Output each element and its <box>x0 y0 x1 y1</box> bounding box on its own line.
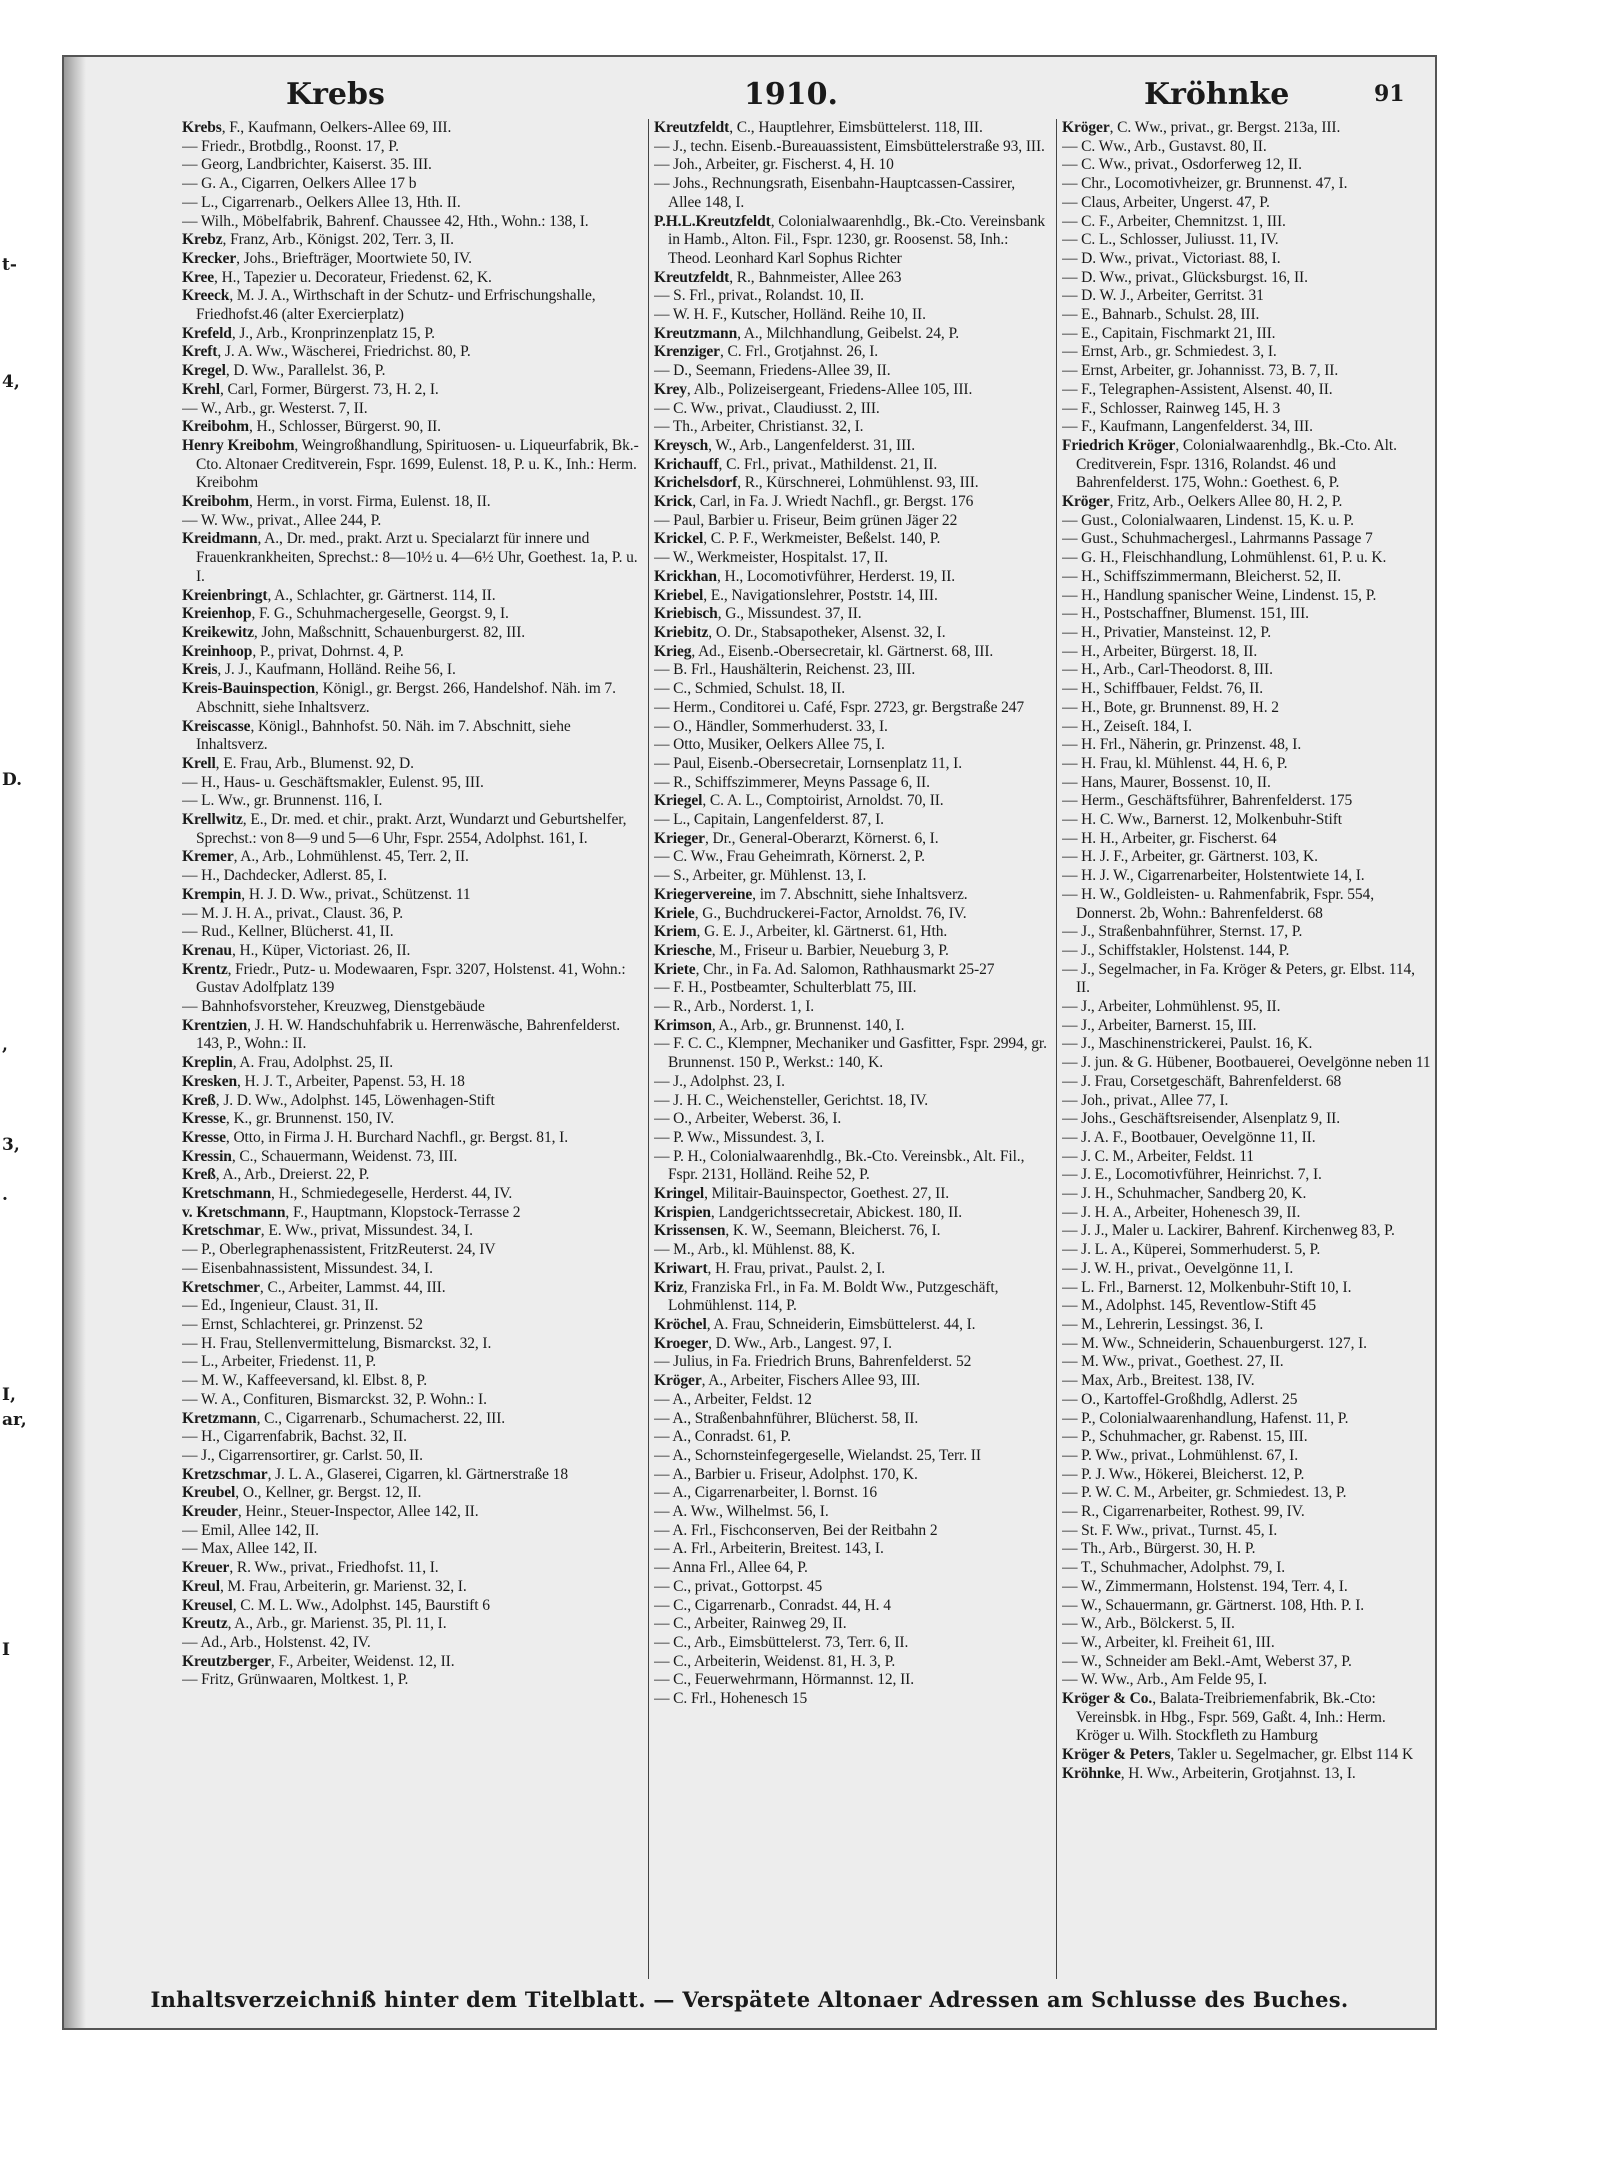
directory-entry: — J. H., Schuhmacher, Sandberg 20, K. <box>1062 1185 1307 1203</box>
directory-entry: — O., Händler, Sommerhuderst. 33, I. <box>654 717 888 735</box>
directory-entry: — C., Arbeiterin, Weidenst. 81, H. 3, P. <box>654 1652 896 1670</box>
directory-entry: — J. H. A., Arbeiter, Hohenesch 39, II. <box>1062 1203 1301 1221</box>
directory-entry: — C. Ww., Arb., Gustavst. 80, II. <box>1062 137 1267 155</box>
directory-entry: Krispien, Landgerichtssecretair, Abickest. 180, II. <box>654 1203 963 1221</box>
directory-entry: — A., Schornsteinfegergeselle, Wielandst. 25, Terr. II <box>654 1446 981 1464</box>
column-2 <box>654 119 1051 1979</box>
binding-shadow <box>64 57 86 2028</box>
directory-entry: — Ad., Arb., Holstenst. 42, IV. <box>182 1633 371 1651</box>
directory-entry: — P. H., Colonialwaarenhdlg., Bk.-Cto. Vereinsbk., Alt. Fil., Fspr. 2131, Holländ. Reihe 52, P. <box>654 1147 1025 1184</box>
directory-entry: — Eisenbahnassistent, Missundest. 34, I. <box>182 1259 433 1277</box>
directory-entry: — C., Arbeiter, Rainweg 29, II. <box>654 1615 847 1633</box>
directory-entry: — C. Ww., privat., Osdorferweg 12, II. <box>1062 156 1302 174</box>
directory-entry: — O., Arbeiter, Weberst. 36, I. <box>654 1110 842 1128</box>
directory-entry: — J., Arbeiter, Lohmühlenst. 95, II. <box>1062 998 1281 1016</box>
directory-entry: Kretzmann, C., Cigarrenarb., Schumacherst. 22, III. <box>182 1409 506 1427</box>
directory-entry: Krickel, C. P. F., Werkmeister, Beßelst. 140, P. <box>654 530 941 548</box>
directory-entry: Kreiscasse, Königl., Bahnhofst. 50. Näh. im 7. Abschnitt, siehe Inhaltsverz. <box>182 717 571 754</box>
directory-entry: — A., Cigarrenarbeiter, l. Bornst. 16 <box>654 1484 877 1502</box>
directory-entry: — M. Ww., Schneiderin, Schauenburgerst. 127, I. <box>1062 1334 1367 1352</box>
directory-entry: — J., Adolphst. 23, I. <box>654 1072 785 1090</box>
directory-entry: Kreibohm, H., Schlosser, Bürgerst. 90, II. <box>182 418 441 436</box>
margin-fragment: I <box>2 1640 10 1660</box>
directory-entry: Krell, E. Frau, Arb., Blumenst. 92, D. <box>182 754 414 772</box>
directory-entry: — Julius, in Fa. Friedrich Bruns, Bahrenfelderst. 52 <box>654 1353 972 1371</box>
directory-entry: Kreplin, A. Frau, Adolphst. 25, II. <box>182 1054 394 1072</box>
directory-entry: — St. F. Ww., privat., Turnst. 45, I. <box>1062 1521 1278 1539</box>
directory-entry: Krick, Carl, in Fa. J. Wriedt Nachfl., gr. Bergst. 176 <box>654 493 974 511</box>
directory-entry: Kreienbringt, A., Schlachter, gr. Gärtnerst. 114, II. <box>182 586 496 604</box>
directory-entry: Krefeld, J., Arb., Kronprinzenplatz 15, P. <box>182 324 435 342</box>
directory-entry: — Herm., Conditorei u. Café, Fspr. 2723, gr. Bergstraße 247 <box>654 698 1025 716</box>
directory-entry: — J., Cigarrensortirer, gr. Carlst. 50, II. <box>182 1446 423 1464</box>
directory-entry: Kreusel, C. M. L. Ww., Adolphst. 145, Baurstift 6 <box>182 1596 490 1614</box>
directory-entry: — Joh., Arbeiter, gr. Fischerst. 4, H. 10 <box>654 156 894 174</box>
directory-entry: Krickhan, H., Locomotivführer, Herderst. 19, II. <box>654 567 956 585</box>
margin-fragment: D. <box>2 770 23 790</box>
page-number: 91 <box>1374 81 1405 107</box>
directory-entry: — W., Arb., Bölckerst. 5, II. <box>1062 1615 1235 1633</box>
column-divider <box>648 119 649 1979</box>
directory-entry: — H. J. F., Arbeiter, gr. Gärtnerst. 103, K. <box>1062 848 1318 866</box>
directory-entry: — D., Seemann, Friedens-Allee 39, II. <box>654 362 891 380</box>
directory-entry: — P. Ww., privat., Lohmühlenst. 67, I. <box>1062 1446 1299 1464</box>
directory-entry: — W., Werkmeister, Hospitalst. 17, II. <box>654 549 888 567</box>
directory-entry: Kroeger, D. Ww., Arb., Langest. 97, I. <box>654 1334 892 1352</box>
directory-entry: Kriete, Chr., in Fa. Ad. Salomon, Rathhausmarkt 25-27 <box>654 960 995 978</box>
directory-entry: — A. Frl., Fischconserven, Bei der Reitbahn 2 <box>654 1521 938 1539</box>
directory-entry: — C., Arb., Eimsbüttelerst. 73, Terr. 6, II. <box>654 1633 909 1651</box>
directory-entry: Kreysch, W., Arb., Langenfelderst. 31, III. <box>654 436 916 454</box>
directory-entry: — Otto, Musiker, Oelkers Allee 75, I. <box>654 736 885 754</box>
directory-entry: — D. W. J., Arbeiter, Gerritst. 31 <box>1062 287 1264 305</box>
directory-entry: — Ed., Ingenieur, Claust. 31, II. <box>182 1297 379 1315</box>
directory-entry: — M. J. H. A., privat., Claust. 36, P. <box>182 904 403 922</box>
directory-entry: Krecker, Johs., Briefträger, Moortwiete 50, IV. <box>182 249 472 267</box>
directory-entry: — E., Capitain, Fischmarkt 21, III. <box>1062 324 1276 342</box>
directory-entry: Kreibohm, Herm., in vorst. Firma, Eulenst. 18, II. <box>182 493 491 511</box>
directory-entry: — Paul, Barbier u. Friseur, Beim grünen Jäger 22 <box>654 511 958 529</box>
directory-entry: — W. A., Confituren, Bismarckst. 32, P. Wohn.: I. <box>182 1390 487 1408</box>
directory-entry: — J., Arbeiter, Barnerst. 15, III. <box>1062 1016 1257 1034</box>
directory-entry: — Emil, Allee 142, II. <box>182 1521 319 1539</box>
directory-entry: — Max, Arb., Breitest. 138, IV. <box>1062 1372 1255 1390</box>
directory-entry: — J. J., Maler u. Lackirer, Bahrenf. Kirchenweg 83, P. <box>1062 1222 1395 1240</box>
directory-entry: Krenau, H., Küper, Victoriast. 26, II. <box>182 941 411 959</box>
directory-entry: — Herm., Geschäftsführer, Bahrenfelderst. 175 <box>1062 792 1353 810</box>
directory-entry: P.H.L.Kreutzfeldt, Colonialwaarenhdlg., Bk.-Cto. Vereinsbank in Hamb., Alton. Fil., Fspr. 1230, gr. Roosenst. 58, Inh.: Theod. Leonhard Karl Sophus Richter <box>654 212 1046 267</box>
directory-entry: Krebz, Franz, Arb., Königst. 202, Terr. 3, II. <box>182 231 454 249</box>
directory-entry: — W., Schauermann, gr. Gärtnerst. 108, Hth. P. I. <box>1062 1596 1365 1614</box>
directory-entry: — B. Frl., Haushälterin, Reichenst. 23, III. <box>654 661 916 679</box>
directory-entry: Krentzien, J. H. W. Handschuhfabrik u. Herrenwäsche, Bahrenfelderst. 143, P., Wohn.: II. <box>182 1016 620 1053</box>
margin-fragment: ar, <box>2 1410 27 1430</box>
directory-entry: Kreft, J. A. Ww., Wäscherei, Friedrichst. 80, P. <box>182 343 471 361</box>
directory-entry: Kröhnke, H. Ww., Arbeiterin, Grotjahnst. 13, I. <box>1062 1764 1356 1782</box>
directory-entry: — P., Colonialwaarenhandlung, Hafenst. 11, P. <box>1062 1409 1349 1427</box>
directory-entry: — H. Frl., Näherin, gr. Prinzenst. 48, I. <box>1062 736 1302 754</box>
header-right-keyword: Kröhnke <box>1144 77 1290 112</box>
directory-entry: — P. Ww., Missundest. 3, I. <box>654 1128 825 1146</box>
margin-fragment: 4, <box>2 372 20 392</box>
directory-entry: — L., Arbeiter, Friedenst. 11, P. <box>182 1353 376 1371</box>
directory-entry: — A., Arbeiter, Feldst. 12 <box>654 1390 812 1408</box>
margin-fragment: t- <box>2 255 17 275</box>
directory-entry: — L. Ww., gr. Brunnenst. 116, I. <box>182 792 383 810</box>
directory-entry: — H., Arbeiter, Bürgerst. 18, II. <box>1062 642 1258 660</box>
directory-entry: — M. Ww., privat., Goethest. 27, II. <box>1062 1353 1284 1371</box>
directory-entry: — C., Schmied, Schulst. 18, II. <box>654 680 846 698</box>
directory-entry: Kriebisch, G., Missundest. 37, II. <box>654 605 862 623</box>
directory-entry: Krempin, H. J. D. Ww., privat., Schützenst. 11 <box>182 885 471 903</box>
directory-entry: Kremer, A., Arb., Lohmühlenst. 45, Terr. 2, II. <box>182 848 469 866</box>
directory-entry: Kriegel, C. A. L., Comptoirist, Arnoldst. 70, II. <box>654 792 944 810</box>
directory-entry: — Paul, Eisenb.-Obersecretair, Lornsenplatz 11, I. <box>654 754 963 772</box>
directory-entry: Kröger & Co., Balata-Treibriemenfabrik, Bk.-Cto: Vereinsbk. in Hbg., Fspr. 569, Gaßt. 4, Inh.: Herm. Kröger u. Wilh. Stockfleth zu Hamburg <box>1062 1690 1386 1745</box>
directory-entry: Kreinhoop, P., privat, Dohrnst. 4, P. <box>182 642 404 660</box>
column-3 <box>1062 119 1432 1979</box>
directory-entry: Kretschmar, E. Ww., privat, Missundest. 34, I. <box>182 1222 473 1240</box>
directory-entry: Kreutz, A., Arb., gr. Marienst. 35, Pl. 11, I. <box>182 1615 447 1633</box>
directory-entry: — Max, Allee 142, II. <box>182 1540 318 1558</box>
directory-entry: — J. Frau, Corsetgeschäft, Bahrenfelderst. 68 <box>1062 1072 1342 1090</box>
directory-entry: — J., techn. Eisenb.-Bureauassistent, Eimsbüttelerstraße 93, III. <box>654 137 1045 155</box>
directory-entry: — Friedr., Brotbdlg., Roonst. 17, P. <box>182 137 399 155</box>
directory-entry: — Hans, Maurer, Bossenst. 10, II. <box>1062 773 1271 791</box>
directory-entry: — P. J. Ww., Hökerei, Bleicherst. 12, P. <box>1062 1465 1305 1483</box>
directory-entry: — C. F., Arbeiter, Chemnitzst. 1, III. <box>1062 212 1286 230</box>
directory-entry: Kriem, G. E. J., Arbeiter, kl. Gärtnerst. 61, Hth. <box>654 923 948 941</box>
directory-entry: — Ernst, Arb., gr. Schmiedest. 3, I. <box>1062 343 1277 361</box>
directory-entry: — D. Ww., privat., Victoriast. 88, I. <box>1062 249 1281 267</box>
directory-entry: — M., Lehrerin, Lessingst. 36, I. <box>1062 1316 1264 1333</box>
directory-entry: — J., Maschinenstrickerei, Paulst. 16, K. <box>1062 1035 1313 1053</box>
directory-entry: Krissensen, K. W., Seemann, Bleicherst. 76, I. <box>654 1222 941 1240</box>
directory-entry: Kretschmann, H., Schmiedegeselle, Herderst. 44, IV. <box>182 1185 513 1203</box>
directory-entry: Kreidmann, A., Dr. med., prakt. Arzt u. Specialarzt für innere und Frauenkrankheiten, Sprechst.: 8—10½ u. 4—6½ Uhr, Goethest. 1a, P. u. I. <box>182 530 638 585</box>
previous-page-fragments <box>0 0 62 2177</box>
directory-entry: — H., Schiffszimmermann, Bleicherst. 52, II. <box>1062 567 1341 585</box>
directory-entry: Krebs, F., Kaufmann, Oelkers-Allee 69, III. <box>182 119 452 136</box>
directory-entry: — C. Frl., Hohenesch 15 <box>654 1690 808 1708</box>
directory-entry: — J. C. M., Arbeiter, Feldst. 11 <box>1062 1147 1254 1165</box>
directory-entry: — G. H., Fleischhandlung, Lohmühlenst. 61, P. u. K. <box>1062 549 1387 567</box>
directory-entry: — R., Schiffszimmerer, Meyns Passage 6, II. <box>654 773 930 791</box>
directory-entry: — H. W., Goldleisten- u. Rahmenfabrik, Fspr. 554, Donnerst. 2b, Wohn.: Bahrenfelderst. 68 <box>1062 885 1374 922</box>
directory-entry: — H. J. W., Cigarrenarbeiter, Holstentwiete 14, I. <box>1062 867 1365 885</box>
directory-entry: — A. Frl., Arbeiterin, Breitest. 143, I. <box>654 1540 884 1558</box>
directory-entry: Krimson, A., Arb., gr. Brunnenst. 140, I. <box>654 1016 905 1034</box>
directory-entry: — H., Privatier, Mansteinst. 12, P. <box>1062 623 1271 641</box>
directory-entry: — H., Bote, gr. Brunnenst. 89, H. 2 <box>1062 698 1279 716</box>
directory-entry: Kreis-Bauinspection, Königl., gr. Bergst. 266, Handelshof. Näh. im 7. Abschnitt, siehe Inhaltsverz. <box>182 680 616 716</box>
directory-entry: — H., Zeiseſt. 184, I. <box>1062 717 1192 735</box>
directory-entry: — M., Adolphst. 145, Reventlow-Stift 45 <box>1062 1297 1317 1315</box>
directory-entry: Krieger, Dr., General-Oberarzt, Körnerst. 6, I. <box>654 829 939 847</box>
directory-entry: Kregel, D. Ww., Parallelst. 36, P. <box>182 362 386 380</box>
directory-entry: Krey, Alb., Polizeisergeant, Friedens-Allee 105, III. <box>654 380 973 398</box>
directory-entry: — J., Straßenbahnführer, Sternst. 17, P. <box>1062 923 1303 941</box>
directory-entry: — J. E., Locomotivführer, Heinrichst. 7, I. <box>1062 1166 1322 1184</box>
directory-entry: — L., Cigarrenarb., Oelkers Allee 13, Hth. II. <box>182 193 461 211</box>
directory-entry: — H., Arb., Carl-Theodorst. 8, III. <box>1062 661 1273 679</box>
directory-entry: — F., Kaufmann, Langenfelderst. 34, III. <box>1062 418 1313 436</box>
directory-entry: Kree, H., Tapezier u. Decorateur, Friedenst. 62, K. <box>182 268 492 286</box>
margin-fragment: 3, <box>2 1135 20 1155</box>
directory-entry: — C., Feuerwehrmann, Hörmannst. 12, II. <box>654 1671 914 1689</box>
directory-entry: — S. Frl., privat., Rolandst. 10, II. <box>654 287 864 305</box>
directory-entry: Kreß, J. D. Ww., Adolphst. 145, Löwenhagen-Stift <box>182 1091 495 1109</box>
directory-entry: — Ernst, Schlachterei, gr. Prinzenst. 52 <box>182 1316 423 1333</box>
directory-entry: — Fritz, Grünwaaren, Moltkest. 1, P. <box>182 1671 409 1689</box>
directory-entry: Friedrich Kröger, Colonialwaarenhdlg., Bk.-Cto. Alt. Creditverein, Fspr. 1316, Rolandst. 46 und Bahrenfelderst. 175, Wohn.: Goethest. 6, P. <box>1062 436 1397 492</box>
directory-entry: — P., Oberlegraphenassistent, FritzReuterst. 24, IV <box>182 1241 496 1259</box>
directory-entry: Kriwart, H. Frau, privat., Paulst. 2, I. <box>654 1259 886 1277</box>
directory-entry: — Wilh., Möbelfabrik, Bahrenf. Chaussee 42, Hth., Wohn.: 138, I. <box>182 212 589 230</box>
directory-entry: — W. Ww., Arb., Am Felde 95, I. <box>1062 1671 1267 1689</box>
directory-entry: Kröger, A., Arbeiter, Fischers Allee 93, III. <box>654 1372 921 1390</box>
directory-entry: — A. Ww., Wilhelmst. 56, I. <box>654 1503 829 1521</box>
directory-entry: — H., Schiffbauer, Feldst. 76, II. <box>1062 680 1264 698</box>
directory-entry: Kreubel, O., Kellner, gr. Bergst. 12, II. <box>182 1484 422 1502</box>
directory-entry: — H., Haus- u. Geschäftsmakler, Eulenst. 95, III. <box>182 773 484 791</box>
directory-entry: — S., Arbeiter, gr. Mühlenst. 13, I. <box>654 867 867 885</box>
directory-entry: Krieg, Ad., Eisenb.-Obersecretair, kl. Gärtnerst. 68, III. <box>654 642 994 660</box>
directory-entry: — T., Schuhmacher, Adolphst. 79, I. <box>1062 1559 1286 1577</box>
directory-entry: — W., Zimmermann, Holstenst. 194, Terr. 4, I. <box>1062 1577 1348 1595</box>
directory-entry: — H. Frau, kl. Mühlenst. 44, H. 6, P. <box>1062 754 1288 772</box>
page-footer: Inhaltsverzeichniß hinter dem Titelblatt. — Verspätete Altonaer Adressen am Schlusse des Buches. <box>150 1987 1349 2012</box>
directory-entry: — A., Conradst. 61, P. <box>654 1428 791 1446</box>
directory-entry: Krichelsdorf, R., Kürschnerei, Lohmühlenst. 93, III. <box>654 474 979 492</box>
directory-entry: — J., Schiffstakler, Holstenst. 144, P. <box>1062 941 1290 959</box>
directory-entry: — Joh., privat., Allee 77, I. <box>1062 1091 1229 1109</box>
directory-entry: — P. W. C. M., Arbeiter, gr. Schmiedest. 13, P. <box>1062 1484 1347 1502</box>
directory-entry: — O., Kartoffel-Großhdlg, Adlerst. 25 <box>1062 1390 1298 1408</box>
directory-entry: Kretzschmar, J. L. A., Glaserei, Cigarren, kl. Gärtnerstraße 18 <box>182 1465 568 1483</box>
directory-entry: Krellwitz, E., Dr. med. et chir., prakt. Arzt, Wundarzt und Geburtshelfer, Sprechst.: von 8—9 und 5—6 Uhr, Fspr. 2554, Adolphst. 161, I. <box>182 811 627 847</box>
header-year: 1910. <box>744 77 838 112</box>
directory-entry: — C. Ww., Frau Geheimrath, Körnerst. 2, P. <box>654 848 925 866</box>
directory-entry: — L., Capitain, Langenfelderst. 87, I. <box>654 811 884 829</box>
margin-fragment: , <box>2 1035 8 1055</box>
directory-entry: — Anna Frl., Allee 64, P. <box>654 1559 808 1577</box>
directory-entry: — Rud., Kellner, Blücherst. 41, II. <box>182 923 394 941</box>
directory-entry: Kretschmer, C., Arbeiter, Lammst. 44, III. <box>182 1278 446 1296</box>
directory-entry: — C. Ww., privat., Claudiusst. 2, III. <box>654 399 880 417</box>
directory-entry: Krentz, Friedr., Putz- u. Modewaaren, Fspr. 3207, Holstenst. 41, Wohn.: Gustav Adolfplatz 139 <box>182 960 626 997</box>
directory-entry: — W., Arb., gr. Westerst. 7, II. <box>182 399 368 417</box>
directory-entry: — W. H. F., Kutscher, Holländ. Reihe 10, II. <box>654 306 926 324</box>
directory-entry: — W., Arbeiter, kl. Freiheit 61, III. <box>1062 1633 1275 1651</box>
directory-entry: Kreis, J. J., Kaufmann, Holländ. Reihe 56, I. <box>182 661 456 679</box>
column-divider <box>1056 119 1057 1979</box>
directory-entry: Kresse, K., gr. Brunnenst. 150, IV. <box>182 1110 395 1128</box>
directory-entry: — M., Arb., kl. Mühlenst. 88, K. <box>654 1241 855 1259</box>
directory-page <box>62 55 1437 2030</box>
directory-entry: — H., Cigarrenfabrik, Bachst. 32, II. <box>182 1428 407 1446</box>
directory-entry: Kriz, Franziska Frl., in Fa. M. Boldt Ww., Putzgeschäft, Lohmühlenst. 114, P. <box>654 1278 999 1315</box>
directory-entry: Kreeck, M. J. A., Wirthschaft in der Schutz- und Erfrischungshalle, Friedhofst.46 (alter Exercierplatz) <box>182 287 596 324</box>
directory-entry: Kreuder, Heinr., Steuer-Inspector, Allee 142, II. <box>182 1503 479 1521</box>
directory-entry: — F. C. C., Klempner, Mechaniker und Gasfitter, Fspr. 2994, gr. Brunnenst. 150 P., Werkst.: 140, K. <box>654 1035 1047 1072</box>
directory-entry: Kröger & Peters, Takler u. Segelmacher, gr. Elbst 114 K <box>1062 1746 1414 1764</box>
directory-entry: Kringel, Militair-Bauinspector, Goethest. 27, II. <box>654 1185 950 1203</box>
directory-entry: — H. C. Ww., Barnerst. 12, Molkenbuhr-Stift <box>1062 811 1342 829</box>
directory-entry: Kreß, A., Arb., Dreierst. 22, P. <box>182 1166 370 1184</box>
directory-entry: — J. A. F., Bootbauer, Oevelgönne 11, II. <box>1062 1128 1316 1146</box>
directory-entry: — Georg, Landbrichter, Kaiserst. 35. III. <box>182 156 432 174</box>
directory-entry: Kreutzberger, F., Arbeiter, Weidenst. 12, II. <box>182 1652 455 1670</box>
directory-entry: Krichauff, C. Frl., privat., Mathildenst. 21, II. <box>654 455 938 473</box>
directory-entry: Kriele, G., Buchdruckerei-Factor, Arnoldst. 76, IV. <box>654 904 967 922</box>
directory-entry: — F. H., Postbeamter, Schulterblatt 75, III. <box>654 979 917 997</box>
directory-entry: Krehl, Carl, Former, Bürgerst. 73, H. 2, I. <box>182 380 439 398</box>
directory-entry: Kriebel, E., Navigationslehrer, Poststr. 14, III. <box>654 586 938 604</box>
directory-entry: — H. Frau, Stellenvermittelung, Bismarckst. 32, I. <box>182 1334 492 1352</box>
directory-entry: — J., Segelmacher, in Fa. Kröger & Peters, gr. Elbst. 114, II. <box>1062 960 1415 997</box>
directory-entry: Kreienhop, F. G., Schuhmachergeselle, Georgst. 9, I. <box>182 605 509 623</box>
directory-entry: — W., Schneider am Bekl.-Amt, Weberst 37, P. <box>1062 1652 1352 1670</box>
directory-entry: — F., Schlosser, Rainweg 145, H. 3 <box>1062 399 1281 417</box>
directory-entry: — H. H., Arbeiter, gr. Fischerst. 64 <box>1062 829 1277 847</box>
running-header <box>64 77 1435 117</box>
directory-entry: Kriebitz, O. Dr., Stabsapotheker, Alsenst. 32, I. <box>654 623 946 641</box>
directory-entry: — E., Bahnarb., Schulst. 28, III. <box>1062 306 1260 324</box>
header-left-keyword: Krebs <box>286 77 385 112</box>
column-1 <box>182 119 642 1979</box>
directory-entry: Kreutzmann, A., Milchhandlung, Geibelst. 24, P. <box>654 324 960 342</box>
directory-entry: Kresken, H. J. T., Arbeiter, Papenst. 53, H. 18 <box>182 1072 465 1090</box>
directory-entry: Krenziger, C. Frl., Grotjahnst. 26, I. <box>654 343 879 361</box>
directory-entry: — C., privat., Gottorpst. 45 <box>654 1577 823 1595</box>
directory-entry: — H., Postschaffner, Blumenst. 151, III. <box>1062 605 1309 623</box>
directory-entry: — Johs., Rechnungsrath, Eisenbahn-Hauptcassen-Cassirer, Allee 148, I. <box>654 175 1016 211</box>
directory-entry: — Ernst, Arbeiter, gr. Johannisst. 73, B. 7, II. <box>1062 362 1339 380</box>
directory-entry: Kreikewitz, John, Maßschnitt, Schauenburgerst. 82, III. <box>182 623 526 641</box>
directory-entry: — Claus, Arbeiter, Ungerst. 47, P. <box>1062 193 1270 211</box>
directory-entry: — C., Cigarrenarb., Conradst. 44, H. 4 <box>654 1596 891 1614</box>
directory-entry: — R., Cigarrenarbeiter, Rothest. 99, IV. <box>1062 1503 1305 1521</box>
margin-fragment: I, <box>2 1385 16 1405</box>
directory-entry: — J. W. H., privat., Oevelgönne 11, I. <box>1062 1259 1294 1277</box>
directory-entry: — C. L., Schlosser, Juliusst. 11, IV. <box>1062 231 1279 249</box>
directory-entry: — Th., Arbeiter, Christianst. 32, I. <box>654 418 864 436</box>
directory-entry: — J. L. A., Küperei, Sommerhuderst. 5, P. <box>1062 1241 1321 1259</box>
directory-entry: — R., Arb., Norderst. 1, I. <box>654 998 815 1016</box>
directory-entry: — H., Handlung spanischer Weine, Lindenst. 15, P. <box>1062 586 1377 604</box>
directory-entry: Kresse, Otto, in Firma J. H. Burchard Nachfl., gr. Bergst. 81, I. <box>182 1128 568 1146</box>
directory-entry: — J. jun. & G. Hübener, Bootbauerei, Oevelgönne neben 11 <box>1062 1054 1431 1072</box>
directory-entry: Kressin, C., Schauermann, Weidenst. 73, III. <box>182 1147 458 1165</box>
directory-entry: Henry Kreibohm, Weingroßhandlung, Spirituosen- u. Liqueurfabrik, Bk.-Cto. Altonaer Creditverein, Fspr. 1699, Eulenst. 18, P. u. K., Inh.: Herm. Kreibohm <box>182 436 639 492</box>
directory-entry: — J. H. C., Weichensteller, Gerichtst. 18, IV. <box>654 1091 929 1109</box>
directory-entry: — Johs., Geschäftsreisender, Alsenplatz 9, II. <box>1062 1110 1341 1128</box>
directory-entry: — P., Schuhmacher, gr. Rabenst. 15, III. <box>1062 1428 1308 1446</box>
directory-entry: Kreutzfeldt, R., Bahnmeister, Allee 263 <box>654 268 902 286</box>
directory-entry: Kreutzfeldt, C., Hauptlehrer, Eimsbüttelerst. 118, III. <box>654 119 983 136</box>
directory-entry: — Gust., Colonialwaaren, Lindenst. 15, K. u. P. <box>1062 511 1354 529</box>
directory-entry: — Bahnhofsvorsteher, Kreuzweg, Dienstgebäude <box>182 998 485 1016</box>
directory-entry: — M. W., Kaffeeversand, kl. Elbst. 8, P. <box>182 1372 427 1390</box>
directory-entry: — F., Telegraphen-Assistent, Alsenst. 40, II. <box>1062 380 1333 398</box>
directory-entry: — Th., Arb., Bürgerst. 30, H. P. <box>1062 1540 1256 1558</box>
directory-entry: — Gust., Schuhmachergesl., Lahrmanns Passage 7 <box>1062 530 1373 548</box>
directory-entry: Kriesche, M., Friseur u. Barbier, Neueburg 3, P. <box>654 941 949 959</box>
directory-entry: — Chr., Locomotivheizer, gr. Brunnenst. 47, I. <box>1062 175 1348 193</box>
directory-entry: Kröger, Fritz, Arb., Oelkers Allee 80, H. 2, P. <box>1062 493 1343 511</box>
directory-entry: Kröchel, A. Frau, Schneiderin, Eimsbüttelerst. 44, I. <box>654 1316 976 1333</box>
directory-entry: v. Kretschmann, F., Hauptmann, Klopstock-Terrasse 2 <box>182 1203 521 1221</box>
directory-entry: — G. A., Cigarren, Oelkers Allee 17 b <box>182 175 417 193</box>
directory-entry: — D. Ww., privat., Glücksburgst. 16, II. <box>1062 268 1308 286</box>
directory-entry: Kreuer, R. Ww., privat., Friedhofst. 11, I. <box>182 1559 439 1577</box>
directory-entry: — H., Dachdecker, Adlerst. 85, I. <box>182 867 387 885</box>
margin-fragment: . <box>2 1185 8 1205</box>
directory-entry: — A., Straßenbahnführer, Blücherst. 58, II. <box>654 1409 919 1427</box>
directory-entry: — A., Barbier u. Friseur, Adolphst. 170, K. <box>654 1465 918 1483</box>
directory-entry: — L. Frl., Barnerst. 12, Molkenbuhr-Stift 10, I. <box>1062 1278 1352 1296</box>
directory-entry: — W. Ww., privat., Allee 244, P. <box>182 511 382 529</box>
directory-entry: Kröger, C. Ww., privat., gr. Bergst. 213a, III. <box>1062 119 1341 136</box>
directory-entry: Kreul, M. Frau, Arbeiterin, gr. Marienst. 32, I. <box>182 1577 467 1595</box>
directory-entry: Kriegervereine, im 7. Abschnitt, siehe Inhaltsverz. <box>654 885 968 903</box>
